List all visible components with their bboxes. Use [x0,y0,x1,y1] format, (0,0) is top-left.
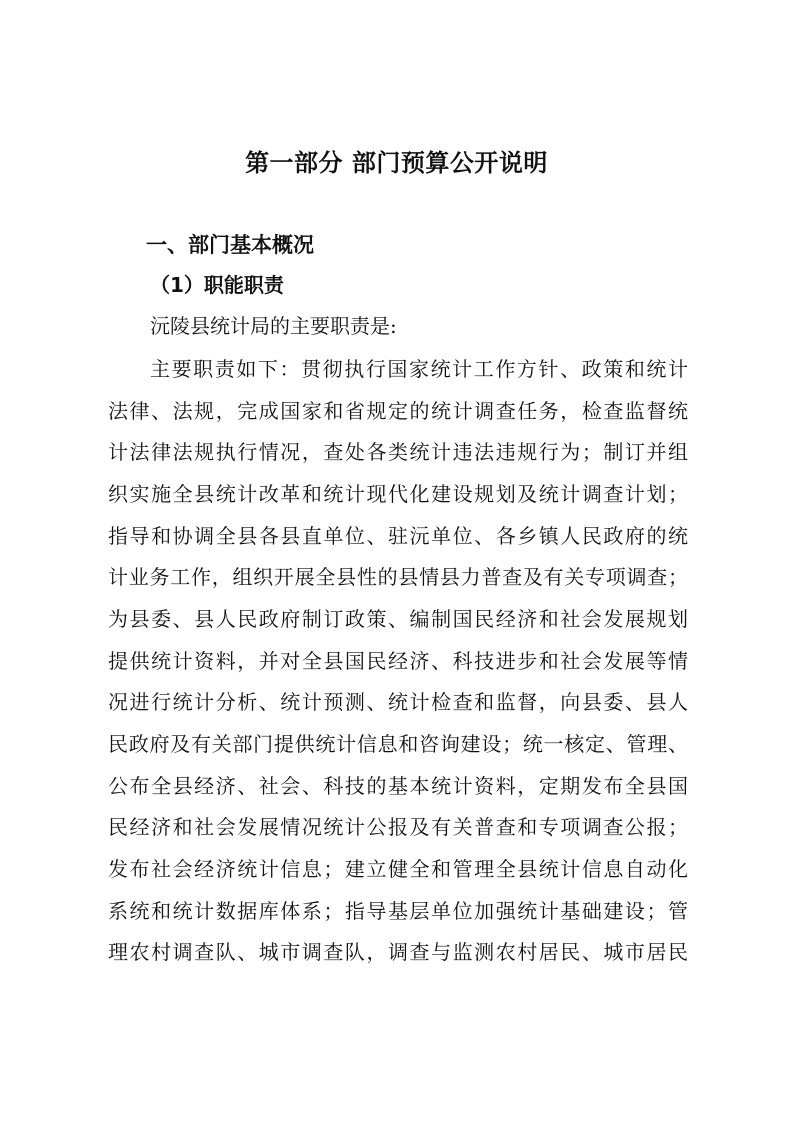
body-line: 理农村调查队、城市调查队，调查与监测农村居民、城市居民 [108,940,690,964]
body-line: 主要职责如下：贯彻执行国家统计工作方针、政策和统计 [150,357,690,381]
body-line: 计业务工作，组织开展全县性的县情县力普查及有关专项调查； [108,565,689,589]
page-title: 第一部分 部门预算公开说明 [245,149,548,177]
body-line: 织实施全县统计改革和统计现代化建设规划及统计调查计划； [108,482,690,506]
body-line: 计法律法规执行情况，查处各类统计违法违规行为；制订并组 [108,440,690,464]
body-line: 提供统计资料，并对全县国民经济、科技进步和社会发展等情 [108,649,690,673]
body-line: 公布全县经济、社会、科技的基本统计资料，定期发布全县国 [108,774,690,798]
body-line: 民政府及有关部门提供统计信息和咨询建设；统一核定、管理、 [108,732,689,756]
body-line: 系统和统计数据库体系；指导基层单位加强统计基础建设；管 [108,899,690,923]
body-line: 为县委、县人民政府制订政策、编制国民经济和社会发展规划 [108,607,690,631]
body-line: 况进行统计分析、统计预测、统计检查和监督，向县委、县人 [108,690,690,714]
body-line: 民经济和社会发展情况统计公报及有关普查和专项调查公报； [108,815,690,839]
subsection-heading: （1）职能职责 [150,273,284,297]
intro-line: 沅陵县统计局的主要职责是: [150,314,397,338]
body-line: 法律、法规，完成国家和省规定的统计调查任务，检查监督统 [108,399,690,423]
section-heading: 一、部门基本概况 [146,233,314,257]
body-line: 发布社会经济统计信息；建立健全和管理全县统计信息自动化 [108,857,690,881]
body-line: 指导和协调全县各县直单位、驻沅单位、各乡镇人民政府的统 [108,524,690,548]
